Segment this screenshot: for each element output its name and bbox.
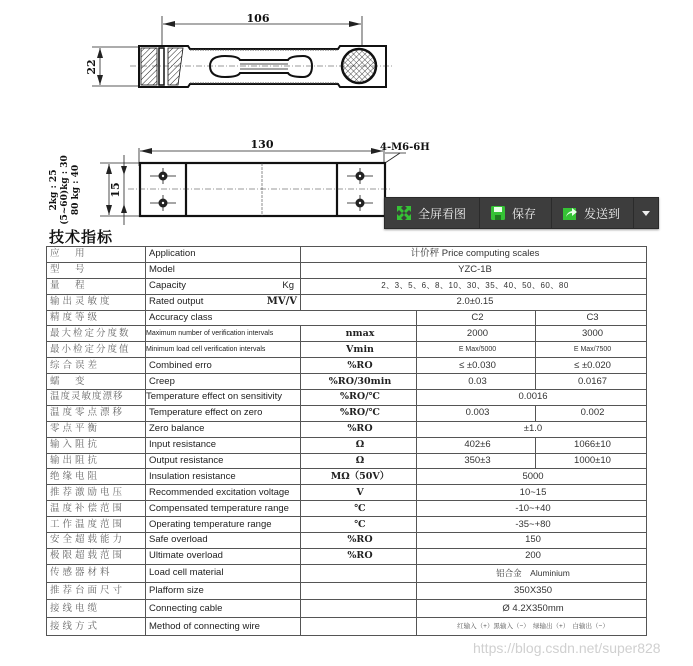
save-button[interactable]	[480, 198, 552, 228]
row-en-label: Input resistance	[146, 437, 301, 453]
row-en-label: Operating temperature range	[146, 517, 301, 533]
row-cn-label: 综合误差	[47, 358, 146, 374]
row-value: 2.0±0.15	[301, 294, 647, 310]
row-en-label: Model	[146, 262, 301, 278]
row-cn-label: 安全超载能力	[47, 533, 146, 549]
table-row	[47, 358, 647, 374]
table-row	[47, 262, 647, 278]
row-value: YZC-1B	[301, 262, 647, 278]
table-row	[47, 548, 647, 564]
table-row	[47, 437, 647, 453]
table-row	[47, 517, 647, 533]
row-value-c3: 0.0167	[536, 374, 647, 390]
row-en-label: Ultimate overload	[146, 548, 301, 564]
send-to-button[interactable]	[552, 198, 634, 228]
row-cn-label: 输入阻抗	[47, 437, 146, 453]
row-value: 150	[417, 533, 647, 549]
row-en-label: Output resistance	[146, 453, 301, 469]
row-cn-label: 极限超载范围	[47, 548, 146, 564]
row-value-c2: 0.03	[417, 374, 536, 390]
top-view	[85, 12, 392, 88]
row-value-c3: C3	[536, 310, 647, 326]
table-row	[47, 582, 647, 600]
row-value: -10~+40	[417, 501, 647, 517]
send-to-label: 发送到	[584, 206, 621, 221]
section-title: 技术指标	[49, 228, 114, 246]
table-row	[47, 374, 647, 390]
row-value: 0.0016	[417, 390, 647, 406]
row-value: 铝合金 Aluminium	[417, 564, 647, 582]
row-en-label: Temperature effect on zero	[146, 405, 301, 421]
more-options-dropdown[interactable]	[634, 198, 658, 228]
row-unit: %RO/℃	[301, 390, 417, 406]
thread-spec-label: 4-M6-6H	[380, 142, 430, 153]
row-en-label: Plafform size	[146, 582, 301, 600]
row-cn-label: 最大检定分度数	[47, 326, 146, 342]
row-unit: %RO/℃	[301, 405, 417, 421]
table-row	[47, 600, 647, 618]
table-row	[47, 326, 647, 342]
row-cn-label: 输出阻抗	[47, 453, 146, 469]
row-unit: Vmin	[301, 342, 417, 358]
row-value-c2: ≤ ±0.030	[417, 358, 536, 374]
row-en-label: Recommended excitation voltage	[146, 485, 301, 501]
row-unit	[301, 582, 417, 600]
row-cn-label: 最小检定分度值	[47, 342, 146, 358]
table-row	[47, 533, 647, 549]
row-en-label: Zero balance	[146, 421, 301, 437]
row-unit: nmax	[301, 326, 417, 342]
image-viewer-toolbar	[384, 197, 659, 229]
row-value: Ø 4.2X350mm	[417, 600, 647, 618]
row-cn-label: 精度等级	[47, 310, 146, 326]
row-cn-label: 温度零点漂移	[47, 405, 146, 421]
row-value-c3: E Max/7500	[536, 342, 647, 358]
table-row	[47, 469, 647, 485]
row-value-c3: 0.002	[536, 405, 647, 421]
row-unit: %RO/30min	[301, 374, 417, 390]
load-cell-drawing	[0, 0, 693, 230]
range-label-1: 2kg : 25	[49, 169, 59, 211]
row-value: 红输入（+）黑输入（−） 绿输出（+） 白输出（−）	[417, 618, 647, 636]
row-en-label: Creep	[146, 374, 301, 390]
row-cn-label: 传感器材料	[47, 564, 146, 582]
save-label: 保存	[512, 206, 537, 221]
row-cn-label: 型 号	[47, 262, 146, 278]
row-value: -35~+80	[417, 517, 647, 533]
row-value-c2: E Max/5000	[417, 342, 536, 358]
row-unit: %RO	[301, 421, 417, 437]
row-value: 10~15	[417, 485, 647, 501]
table-row	[47, 618, 647, 636]
row-cn-label: 温度灵敏度漂移	[47, 390, 146, 406]
table-row	[47, 405, 647, 421]
range-label-2: (5~60)kg : 30	[60, 155, 70, 225]
row-en-label: Capacity	[149, 280, 186, 292]
side-view-length: 130	[250, 138, 274, 151]
row-en-cell	[146, 278, 301, 294]
row-en-label: Load cell material	[146, 564, 301, 582]
row-en-label: Application	[146, 247, 301, 263]
row-value: 计价秤 Price computing scales	[301, 247, 647, 263]
row-en-label: Rated output	[149, 296, 204, 308]
table-row	[47, 501, 647, 517]
row-unit: ℃	[301, 501, 417, 517]
row-value: 350X350	[417, 582, 647, 600]
side-view	[49, 138, 430, 225]
row-unit	[301, 600, 417, 618]
row-value-c2: C2	[417, 310, 536, 326]
table-row	[47, 342, 647, 358]
row-cn-label: 工作温度范围	[47, 517, 146, 533]
row-en-unit: MV/V	[266, 296, 297, 308]
row-unit: Ω	[301, 437, 417, 453]
row-cn-label: 接线电缆	[47, 600, 146, 618]
row-cn-label: 应 用	[47, 247, 146, 263]
table-row	[47, 485, 647, 501]
fullscreen-label: 全屏看图	[418, 206, 467, 221]
save-icon	[490, 205, 506, 221]
watermark: https://blog.csdn.net/super828	[473, 640, 661, 656]
row-cn-label: 蠕 变	[47, 374, 146, 390]
top-view-height: 22	[85, 59, 98, 75]
table-row	[47, 247, 647, 263]
row-cn-label: 零点平衡	[47, 421, 146, 437]
row-value-c2: 2000	[417, 326, 536, 342]
row-unit: MΩ（50V）	[301, 469, 417, 485]
row-cn-label: 绝缘电阻	[47, 469, 146, 485]
row-cn-label: 推荐台面尺寸	[47, 582, 146, 600]
chevron-down-icon	[642, 211, 650, 216]
table-row	[47, 310, 647, 326]
row-cn-label: 输出灵敏度	[47, 294, 146, 310]
row-value: 2、3、5、6、8、10、30、35、40、50、60、80	[301, 278, 647, 294]
row-unit	[301, 618, 417, 636]
row-en-label: Accuracy class	[146, 310, 417, 326]
row-value: 200	[417, 548, 647, 564]
row-cn-label: 量 程	[47, 278, 146, 294]
row-en-label: Temperature effect on sensitivity	[146, 390, 301, 406]
top-view-length: 106	[246, 12, 270, 25]
row-unit: Ω	[301, 453, 417, 469]
row-en-unit: Kg	[282, 280, 294, 292]
spec-table	[46, 246, 647, 636]
row-en-label: Compensated temperature range	[146, 501, 301, 517]
row-en-label: Connecting cable	[146, 600, 301, 618]
row-en-label: Safe overload	[146, 533, 301, 549]
row-unit	[301, 564, 417, 582]
row-cn-label: 推荐激励电压	[47, 485, 146, 501]
row-en-label: Maximum number of verification intervals	[146, 326, 301, 342]
table-row	[47, 294, 647, 310]
row-value-c2: 350±3	[417, 453, 536, 469]
row-unit: %RO	[301, 548, 417, 564]
table-row	[47, 390, 647, 406]
row-unit: ℃	[301, 517, 417, 533]
row-en-label: Combined erro	[146, 358, 301, 374]
row-en-label: Insulation resistance	[146, 469, 301, 485]
row-cn-label: 温度补偿范围	[47, 501, 146, 517]
row-cn-label: 接线方式	[47, 618, 146, 636]
row-en-cell	[146, 294, 301, 310]
row-value: ±1.0	[417, 421, 647, 437]
row-value-c2: 0.003	[417, 405, 536, 421]
side-view-height: 15	[109, 182, 122, 198]
table-row	[47, 564, 647, 582]
row-value-c3: 1000±10	[536, 453, 647, 469]
share-icon	[562, 205, 578, 221]
fullscreen-icon	[396, 205, 412, 221]
row-value-c3: 1066±10	[536, 437, 647, 453]
row-value-c3: ≤ ±0.020	[536, 358, 647, 374]
row-unit: %RO	[301, 533, 417, 549]
row-unit: V	[301, 485, 417, 501]
row-en-label: Method of connecting wire	[146, 618, 301, 636]
fullscreen-button[interactable]	[385, 198, 480, 228]
table-row	[47, 421, 647, 437]
range-label-3: 80 kg : 40	[71, 164, 81, 216]
table-row	[47, 453, 647, 469]
row-en-label: Minimum load cell verification intervals	[146, 342, 301, 358]
row-value: 5000	[417, 469, 647, 485]
row-unit: %RO	[301, 358, 417, 374]
row-value-c2: 402±6	[417, 437, 536, 453]
row-value-c3: 3000	[536, 326, 647, 342]
table-row	[47, 278, 647, 294]
